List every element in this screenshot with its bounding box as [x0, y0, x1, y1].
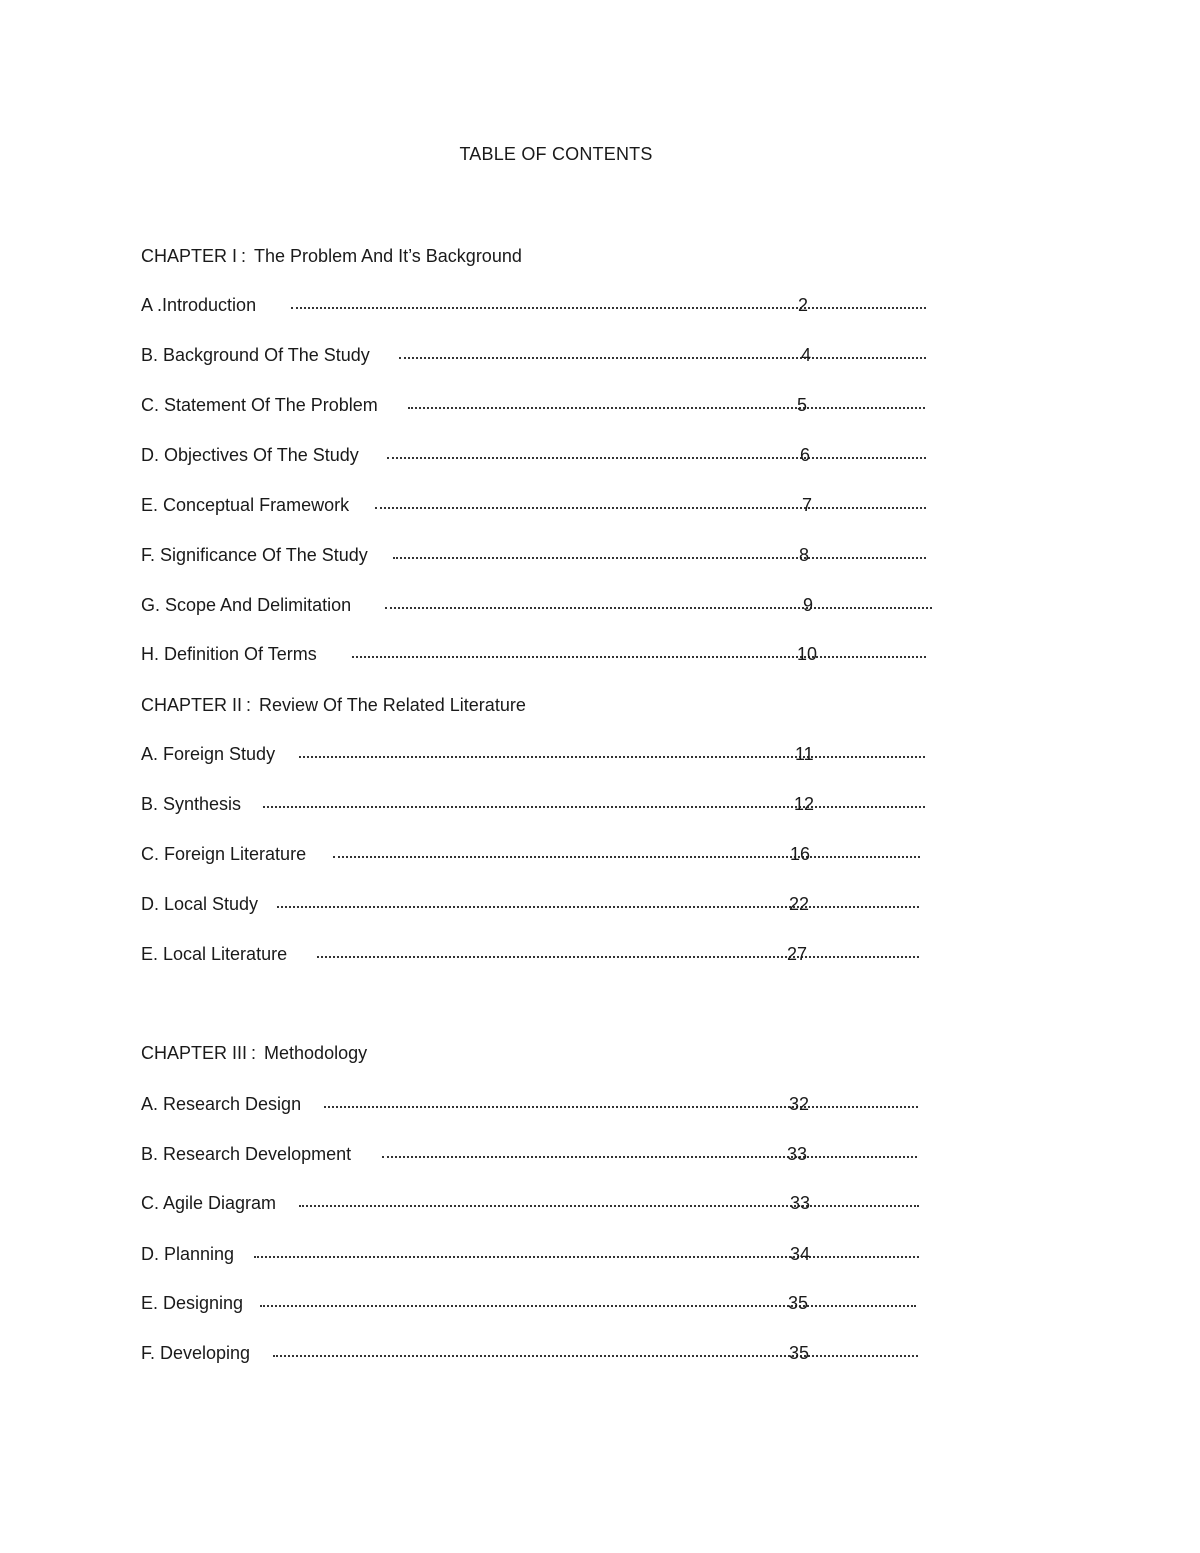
toc-entry-page: 10 [797, 644, 818, 664]
leader-dots [408, 401, 925, 409]
chapter-number: CHAPTER III [141, 1043, 248, 1063]
toc-entry-page: 8 [799, 545, 810, 565]
leader-dots [393, 551, 926, 559]
toc-entry-label: E. Local Literature [141, 944, 288, 964]
toc-entry-page: 4 [801, 345, 812, 365]
toc-entry-page: 32 [789, 1094, 810, 1114]
chapter-separator: : [246, 695, 252, 715]
toc-entry-label: A. Research Design [141, 1094, 302, 1114]
chapter-title: The Problem And It’s Background [254, 246, 522, 266]
leader-dots [375, 501, 926, 509]
leader-dots [299, 750, 925, 758]
leader-dots [317, 950, 919, 958]
toc-entry-page: 35 [789, 1343, 810, 1363]
toc-entry-page: 16 [790, 844, 811, 864]
toc-entry-label: D. Local Study [141, 894, 259, 914]
toc-entry-page: 33 [790, 1193, 811, 1213]
leader-dots [299, 1199, 919, 1207]
toc-entry-label: E. Designing [141, 1293, 244, 1313]
chapter-number: CHAPTER II [141, 695, 243, 715]
leader-dots [277, 900, 919, 908]
toc-entry-page: 35 [788, 1293, 809, 1313]
toc-entry-label: G. Scope And Delimitation [141, 595, 352, 615]
toc-entry-label: B. Research Development [141, 1144, 352, 1164]
toc-entry-label: F. Developing [141, 1343, 251, 1363]
toc-entry-page: 22 [789, 894, 810, 914]
chapter-heading-3 [141, 1042, 367, 1064]
toc-entry-page: 27 [787, 944, 808, 964]
toc-entry-label: B. Background Of The Study [141, 345, 370, 365]
toc-entry-label: A .Introduction [141, 295, 257, 315]
chapter-title: Methodology [264, 1043, 368, 1063]
leader-dots [273, 1349, 918, 1357]
toc-entry-page: 6 [800, 445, 811, 465]
toc-entry-label: C. Statement Of The Problem [141, 395, 378, 415]
leader-dots [385, 601, 932, 609]
chapter-heading-1 [141, 245, 522, 267]
chapter-separator: : [251, 1043, 257, 1063]
toc-entry-label: C. Foreign Literature [141, 844, 307, 864]
toc-entry-label: C. Agile Diagram [141, 1193, 277, 1213]
chapter-heading-2 [141, 694, 526, 716]
toc-entry-label: A. Foreign Study [141, 744, 276, 764]
toc-entry-page: 5 [797, 395, 808, 415]
chapter-separator: : [241, 246, 247, 266]
toc-entry-label: F. Significance Of The Study [141, 545, 368, 565]
leader-dots [352, 650, 926, 658]
leader-dots [324, 1100, 918, 1108]
toc-entry-page: 11 [795, 744, 814, 764]
toc-entry-page: 7 [802, 495, 813, 515]
toc-entry-label: D. Planning [141, 1244, 235, 1264]
toc-entry-page: 9 [803, 595, 814, 615]
toc-entry-label: H. Definition Of Terms [141, 644, 317, 664]
leader-dots [254, 1250, 919, 1258]
leader-dots [399, 351, 926, 359]
toc-entry-page: 33 [787, 1144, 808, 1164]
toc-entry-label: E. Conceptual Framework [141, 495, 350, 515]
leader-dots [382, 1150, 917, 1158]
chapter-title: Review Of The Related Literature [259, 695, 526, 715]
toc-entry-label: B. Synthesis [141, 794, 242, 814]
leader-dots [260, 1299, 916, 1307]
page-title: TABLE OF CONTENTS [459, 144, 653, 164]
toc-entry-page: 34 [790, 1244, 811, 1264]
leader-dots [263, 800, 925, 808]
leader-dots [333, 850, 920, 858]
chapter-number: CHAPTER I [141, 246, 238, 266]
toc-entry-page: 2 [798, 295, 809, 315]
toc-entry-page: 12 [794, 794, 815, 814]
leader-dots [291, 301, 926, 309]
toc-entry-label: D. Objectives Of The Study [141, 445, 359, 465]
leader-dots [387, 451, 926, 459]
